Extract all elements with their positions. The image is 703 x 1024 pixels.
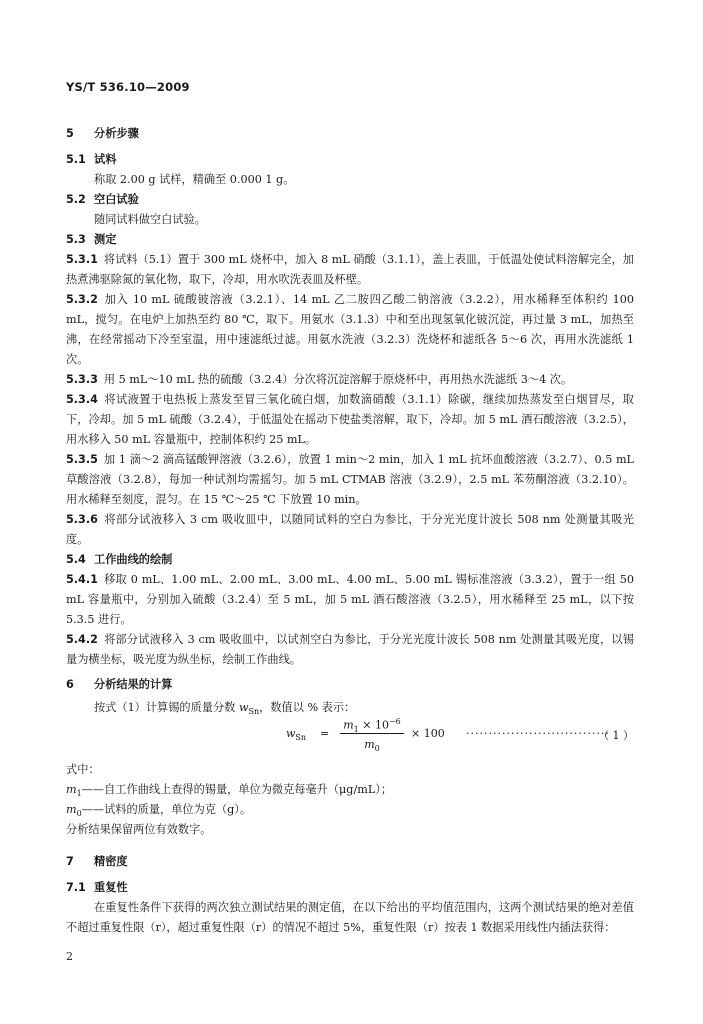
section-5-heading: 5 分析步骤 xyxy=(66,127,139,140)
formula-denominator: $m_0$ xyxy=(364,738,380,754)
standard-id: YS/T 536.10—2009 xyxy=(66,80,190,94)
formula-fraction xyxy=(338,713,406,754)
formula-leader-dots: ································ xyxy=(466,727,610,740)
section-5-1-heading: 5.1 试料 xyxy=(66,153,117,166)
formula-numerator: $m_1 \times 10^{-6}$ xyxy=(343,717,401,734)
formula-number: （ 1 ） xyxy=(598,729,634,742)
page-number: 2 xyxy=(66,950,73,963)
paragraph-5-4-1: 5.4.1 移取 0 mL、1.00 mL、2.00 mL、3.00 mL、4.00 mL、5.00 mL 锡标准溶液（3.3.2），置于一组 50 mL 容量瓶中，分别加入硫酸（3.2.4）至 5 mL，加 5 mL 酒石酸溶液（3.2.5），用水稀释至 25 mL，以下按 5.3.5 进行。 xyxy=(66,573,634,626)
paragraph-5-3-2: 5.3.2 加入 10 mL 硫酸铍溶液（3.2.1）、14 mL 乙二胺四乙酸二钠溶液（3.2.2），用水稀释至体积约 100 mL，搅匀。在电炉上加热至约 80 ℃，取下。用氨水（3.1.3）中和至出现氢氧化铍沉淀，再过量 3 mL，加热至沸，在经常摇动下冷至室温，用中速滤纸过滤。用氨水洗液（3.2.3）洗烧杯和滤纸各 5～6 次，再用水洗滤纸 1 次。 xyxy=(66,293,634,366)
paragraph-5-3-4: 5.3.4 将试液置于电热板上蒸发至冒三氧化硫白烟，加数滴硝酸（3.1.1）除碳，继续加热蒸发至白烟冒尽，取下，冷却。加 5 mL 硫酸（3.2.4），于低温处在摇动下使盐类溶解，取下，冷却。加 5 mL 酒石酸溶液（3.2.5），用水移入 50 mL 容量瓶中，控制体积约 25 mL。 xyxy=(66,393,634,446)
formula-lhs: $w_{Sn}$ xyxy=(286,727,307,743)
formula-multiplier: × 100 xyxy=(411,727,445,740)
section-7-1-heading: 7.1 重复性 xyxy=(66,881,128,894)
paragraph-5-4-2: 5.4.2 将部分试液移入 3 cm 吸收皿中，以试剂空白为参比，于分光光度计波长 508 nm 处测量其吸光度，以锡量为横坐标，吸光度为纵坐标，绘制工作曲线。 xyxy=(66,633,634,666)
paragraph-5-3-3: 5.3.3 用 5 mL～10 mL 热的硫酸（3.2.4）分次将沉淀溶解于原烧杯中，再用热水洗滤纸 3～4 次。 xyxy=(66,373,573,386)
section-5-3-heading: 5.3 测定 xyxy=(66,233,117,246)
paragraph-5-3-6: 5.3.6 将部分试液移入 3 cm 吸收皿中，以随同试料的空白为参比，于分光光度计波长 508 nm 处测量其吸光度。 xyxy=(66,513,634,546)
section-7-heading: 7 精密度 xyxy=(66,855,128,868)
section-7-1-text: 在重复性条件下获得的两次独立测试结果的测定值，在以下给出的平均值范围内，这两个测试结果的绝对差值不超过重复性限（r），超过重复性限（r）的情况不超过 5%，重复性限（r）按表 1 数据采用线性内插法获得： xyxy=(66,901,634,934)
definition-m1: $m_1——$自工作曲线上查得的锡量，单位为微克每毫升（μg/mL）； xyxy=(66,783,393,799)
formula-equals: = xyxy=(320,727,330,740)
section-5-1-text: 称取 2.00 g 试样，精确至 0.000 1 g。 xyxy=(94,173,295,186)
definition-m0: $m_0——$试料的质量，单位为克（g）。 xyxy=(66,803,252,819)
paragraph-5-3-5: 5.3.5 加 1 滴～2 滴高锰酸钾溶液（3.2.6），放置 1 min～2 min，加入 1 mL 抗坏血酸溶液（3.2.7）、0.5 mL 草酸溶液（3.2.8），每加一种试剂均需摇匀。加 5 mL CTMAB 溶液（3.2.9），2.5 mL 苯芴酮溶液（3.2.10）。用水稀释至刻度，混匀。在 15 ℃～25 ℃ 下放置 10 min。 xyxy=(66,453,634,506)
section-5-4-heading: 5.4 工作曲线的绘制 xyxy=(66,553,173,566)
section-5-2-heading: 5.2 空白试验 xyxy=(66,193,139,206)
formula-1 xyxy=(66,713,634,757)
section-6-heading: 6 分析结果的计算 xyxy=(66,678,173,691)
where-label: 式中： xyxy=(66,763,100,776)
fraction-bar xyxy=(340,733,404,734)
result-note: 分析结果保留两位有效数字。 xyxy=(66,823,212,836)
calc-intro: 按式（1）计算锡的质量分数 $w_{Sn}$，数值以 % 表示： xyxy=(94,701,356,717)
section-5-2-text: 随同试料做空白试验。 xyxy=(94,213,206,226)
paragraph-5-3-1: 5.3.1 将试料（5.1）置于 300 mL 烧杯中，加入 8 mL 硝酸（3.1.1），盖上表皿，于低温处使试料溶解完全，加热煮沸驱除氮的氧化物，取下，冷却，用水吹洗表皿及杯壁。 xyxy=(66,253,634,286)
